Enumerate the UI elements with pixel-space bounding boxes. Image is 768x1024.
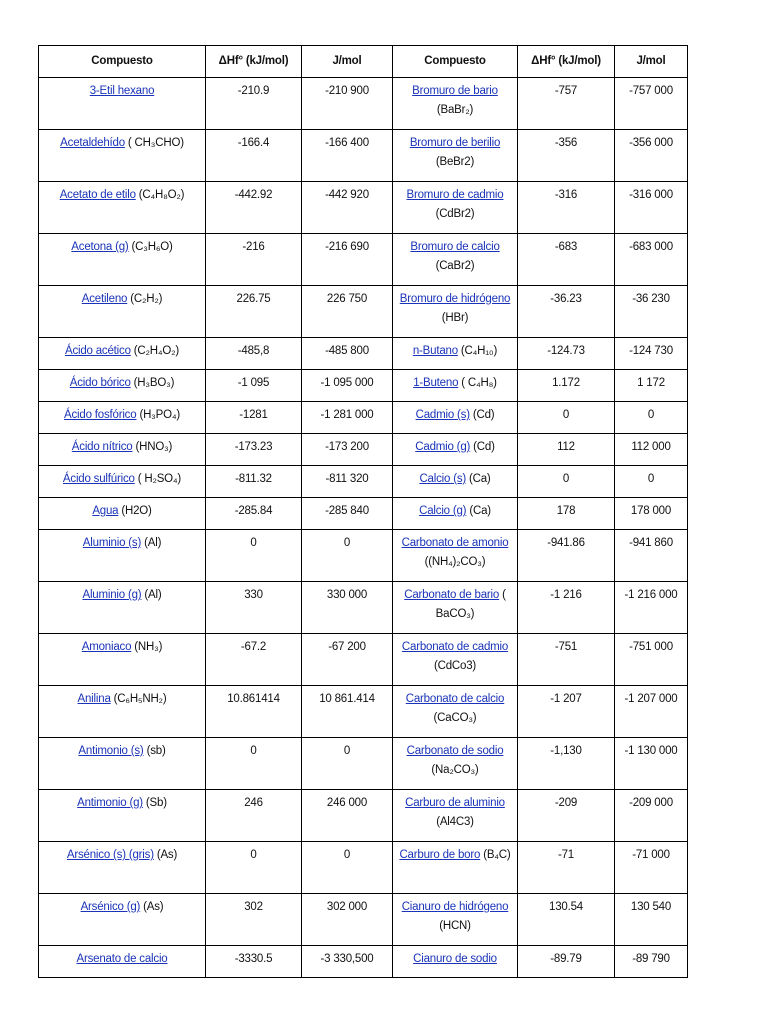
compound-formula: (sb) [146,745,166,757]
compound-cell-right [393,634,518,686]
compound-cell-left [39,790,206,842]
compound-cell-left [39,338,206,370]
compound-cell-left [39,234,206,286]
enthalpy-kj-right: 178 [518,498,615,530]
enthalpy-j-left: -173 200 [302,434,393,466]
compound-link[interactable]: Carbonato de bario [404,589,500,601]
compound-link[interactable]: Bromuro de hidrógeno [399,293,511,305]
table-row [39,582,688,634]
compound-formula: (Al) [144,589,162,601]
enthalpy-kj-left: 0 [206,530,302,582]
enthalpy-kj-left: -166.4 [206,130,302,182]
compound-cell-left [39,686,206,738]
enthalpy-j-right: -1 130 000 [615,738,688,790]
compound-cell-right [393,286,518,338]
compound-cell-right [393,338,518,370]
enthalpy-j-right: -757 000 [615,78,688,130]
enthalpy-j-right: 130 540 [615,894,688,946]
compound-cell-left [39,946,206,978]
compound-cell-right [393,894,518,946]
compound-cell-left [39,634,206,686]
header-compound-right: Compuesto [393,46,518,78]
compound-cell-right [393,434,518,466]
compound-link[interactable]: Cadmio (g) [415,441,471,453]
compound-link[interactable]: Cadmio (s) [415,409,470,421]
compound-link[interactable]: Cianuro de sodio [413,953,497,965]
enthalpy-j-left: -67 200 [302,634,393,686]
compound-cell-left [39,402,206,434]
enthalpy-j-right: 112 000 [615,434,688,466]
compound-link[interactable]: Carbonato de amonio [401,537,509,549]
enthalpy-kj-right: -751 [518,634,615,686]
enthalpy-j-right: 0 [615,466,688,498]
compound-formula: ( CH₃CHO) [127,137,184,149]
compound-cell-right [393,182,518,234]
enthalpy-kj-left: 10.861414 [206,686,302,738]
enthalpy-kj-right: 1.172 [518,370,615,402]
compound-cell-left [39,370,206,402]
compound-cell-right [393,738,518,790]
compound-formula: (BaBr₂) [436,104,474,116]
compound-link[interactable]: Ácido sulfúrico [62,473,135,485]
compound-formula: (HBr) [441,312,469,324]
header-jmol-left: J/mol [302,46,393,78]
enthalpy-j-right: 0 [615,402,688,434]
enthalpy-kj-left: -210.9 [206,78,302,130]
compound-link[interactable]: Aluminio (g) [82,589,142,601]
enthalpy-kj-right: 112 [518,434,615,466]
table-row [39,738,688,790]
compound-cell-right [393,790,518,842]
table-row [39,78,688,130]
table-row [39,498,688,530]
enthalpy-kj-left: -442.92 [206,182,302,234]
enthalpy-kj-right: 0 [518,466,615,498]
enthalpy-j-left: -216 690 [302,234,393,286]
enthalpy-j-right: -356 000 [615,130,688,182]
compound-formula: (BeBr2) [435,156,475,168]
enthalpy-j-left: -811 320 [302,466,393,498]
compound-formula: (C₄H₁₀) [460,345,498,357]
header-compound-left: Compuesto [39,46,206,78]
enthalpy-kj-right: -1 207 [518,686,615,738]
compound-formula: ( BaCO₃) [435,589,506,620]
enthalpy-kj-right: -1,130 [518,738,615,790]
compound-cell-left [39,498,206,530]
enthalpy-kj-left: -173.23 [206,434,302,466]
header-dh-right: ΔHf° (kJ/mol) [518,46,615,78]
compound-formula: (H2O) [121,505,152,517]
enthalpy-j-right: -36 230 [615,286,688,338]
compound-cell-right [393,78,518,130]
compound-formula: (Ca) [469,505,491,517]
compound-cell-left [39,466,206,498]
enthalpy-j-left: -442 920 [302,182,393,234]
compound-formula: (Al4C3) [436,816,474,828]
enthalpy-j-left: -3 330,500 [302,946,393,978]
compound-link[interactable]: Ácido fosfórico [64,409,137,421]
compound-formula: (C₄H₈O₂) [138,189,185,201]
compound-link[interactable]: Agua [92,505,119,517]
enthalpy-j-right: 178 000 [615,498,688,530]
enthalpy-j-left: 226 750 [302,286,393,338]
compound-cell-right [393,842,518,894]
enthalpy-kj-left: -3330.5 [206,946,302,978]
compound-cell-right [393,466,518,498]
enthalpy-kj-left: -1 095 [206,370,302,402]
compound-link[interactable]: Bromuro de bario [412,85,498,97]
compound-formula: (Sb) [145,797,167,809]
enthalpy-j-left: 0 [302,842,393,894]
table-row [39,130,688,182]
enthalpy-j-right: -1 207 000 [615,686,688,738]
enthalpy-j-left: 0 [302,738,393,790]
enthalpy-j-right: -941 860 [615,530,688,582]
compound-formula: (HCN) [439,920,471,932]
enthalpy-j-left: 330 000 [302,582,393,634]
compound-link[interactable]: Arsénico (s) (gris) [66,849,154,861]
compound-link[interactable]: Ácido nítrico [71,441,133,453]
enthalpy-kj-right: 0 [518,402,615,434]
compound-cell-left [39,842,206,894]
compound-link[interactable]: Bromuro de cadmio [406,189,504,201]
compound-formula: ( H₂SO₄) [137,473,182,485]
enthalpy-table [38,45,688,978]
enthalpy-kj-left: 226.75 [206,286,302,338]
enthalpy-kj-right: -683 [518,234,615,286]
enthalpy-kj-right: -124.73 [518,338,615,370]
enthalpy-j-right: -1 216 000 [615,582,688,634]
enthalpy-j-left: -1 281 000 [302,402,393,434]
enthalpy-kj-right: -757 [518,78,615,130]
compound-formula: (Na₂CO₃) [431,764,479,776]
table-body [39,78,688,978]
compound-cell-left [39,434,206,466]
compound-cell-right [393,498,518,530]
enthalpy-j-right: -124 730 [615,338,688,370]
enthalpy-j-left: -210 900 [302,78,393,130]
enthalpy-j-left: 10 861.414 [302,686,393,738]
compound-cell-left [39,286,206,338]
enthalpy-table-container [38,45,687,978]
compound-cell-right [393,402,518,434]
compound-cell-right [393,946,518,978]
compound-link[interactable]: Acetato de etilo [59,189,136,201]
compound-cell-left [39,582,206,634]
compound-cell-left [39,78,206,130]
compound-cell-left [39,182,206,234]
enthalpy-j-right: -71 000 [615,842,688,894]
compound-link[interactable]: Ácido acético [64,345,131,357]
compound-formula: (Al) [144,537,162,549]
enthalpy-j-left: 302 000 [302,894,393,946]
enthalpy-kj-right: -316 [518,182,615,234]
table-row [39,182,688,234]
enthalpy-j-right: -209 000 [615,790,688,842]
compound-formula: (C₃H₆O) [131,241,173,253]
compound-link[interactable]: Anilina [77,693,111,705]
compound-link[interactable]: Calcio (s) [419,473,466,485]
compound-cell-right [393,234,518,286]
compound-formula: (C₆H₅NH₂) [113,693,167,705]
enthalpy-kj-left: 246 [206,790,302,842]
compound-cell-left [39,130,206,182]
table-row [39,434,688,466]
table-row [39,234,688,286]
compound-cell-right [393,686,518,738]
compound-cell-left [39,894,206,946]
compound-cell-right [393,530,518,582]
compound-formula: (C₂H₄O₂) [133,345,180,357]
enthalpy-j-right: -316 000 [615,182,688,234]
compound-cell-right [393,582,518,634]
compound-link[interactable]: Bromuro de berilio [409,137,501,149]
compound-cell-left [39,738,206,790]
enthalpy-kj-right: -1 216 [518,582,615,634]
enthalpy-kj-left: 302 [206,894,302,946]
compound-link[interactable]: Calcio (g) [419,505,467,517]
enthalpy-j-left: 246 000 [302,790,393,842]
header-row [39,46,688,78]
compound-link[interactable]: Arsénico (g) [80,901,141,913]
compound-link[interactable]: Amoniaco [81,641,132,653]
table-row [39,530,688,582]
compound-link[interactable]: 3-Etil hexano [89,85,155,97]
compound-link[interactable]: Bromuro de calcio [410,241,500,253]
compound-link[interactable]: Antimonio (s) [78,745,144,757]
enthalpy-j-left: -285 840 [302,498,393,530]
compound-link[interactable]: Carburo de aluminio [405,797,505,809]
enthalpy-kj-right: -941.86 [518,530,615,582]
compound-formula: ( C₄H₈) [461,377,497,389]
compound-link[interactable]: Acetona (g) [71,241,129,253]
enthalpy-kj-left: 0 [206,842,302,894]
table-row [39,370,688,402]
compound-formula: (NH₃) [134,641,163,653]
enthalpy-j-left: 0 [302,530,393,582]
compound-link[interactable]: Ácido bórico [69,377,131,389]
enthalpy-j-right: -683 000 [615,234,688,286]
compound-formula: (CdCo3) [433,660,477,672]
table-row [39,790,688,842]
compound-link[interactable]: Acetileno [81,293,128,305]
enthalpy-j-right: -89 790 [615,946,688,978]
table-row [39,286,688,338]
compound-link[interactable]: Carbonato de calcio [405,693,505,705]
compound-link[interactable]: Acetaldehído [60,137,125,149]
compound-formula: (CaBr2) [435,260,475,272]
compound-formula: (H₃BO₃) [133,377,175,389]
table-row [39,686,688,738]
compound-cell-right [393,370,518,402]
compound-link[interactable]: Arsenato de calcio [76,953,168,965]
table-row [39,402,688,434]
compound-formula: (CaCO₃) [433,712,477,724]
compound-link[interactable]: Carbonato de cadmio [401,641,509,653]
enthalpy-kj-right: -71 [518,842,615,894]
compound-formula: ((NH₄)₂CO₃) [424,556,486,568]
enthalpy-kj-left: -285.84 [206,498,302,530]
enthalpy-kj-right: -36.23 [518,286,615,338]
enthalpy-kj-left: -216 [206,234,302,286]
compound-link[interactable]: Cianuro de hidrógeno [401,901,509,913]
enthalpy-kj-right: 130.54 [518,894,615,946]
header-dh-left: ΔHf° (kJ/mol) [206,46,302,78]
compound-link[interactable]: Carburo de boro [399,849,481,861]
compound-cell-left [39,530,206,582]
table-row [39,946,688,978]
enthalpy-j-left: -1 095 000 [302,370,393,402]
enthalpy-kj-left: -485,8 [206,338,302,370]
compound-formula: (Cd) [473,441,495,453]
enthalpy-kj-left: 330 [206,582,302,634]
enthalpy-j-left: -485 800 [302,338,393,370]
enthalpy-j-right: 1 172 [615,370,688,402]
compound-cell-right [393,130,518,182]
table-row [39,338,688,370]
table-row [39,466,688,498]
table-row [39,842,688,894]
compound-formula: (B₄C) [483,849,511,861]
compound-link[interactable]: Antimonio (g) [77,797,143,809]
enthalpy-kj-right: -89.79 [518,946,615,978]
enthalpy-kj-left: -67.2 [206,634,302,686]
enthalpy-kj-left: -811.32 [206,466,302,498]
compound-formula: (HNO₃) [135,441,173,453]
enthalpy-j-left: -166 400 [302,130,393,182]
enthalpy-kj-left: -1281 [206,402,302,434]
compound-link[interactable]: Aluminio (s) [82,537,142,549]
enthalpy-kj-right: -356 [518,130,615,182]
compound-link[interactable]: 1-Buteno [413,377,459,389]
compound-link[interactable]: n-Butano [412,345,458,357]
table-row [39,634,688,686]
enthalpy-kj-left: 0 [206,738,302,790]
compound-formula: (As) [143,901,164,913]
compound-formula: (As) [156,849,178,861]
table-row [39,894,688,946]
compound-formula: (CdBr2) [435,208,475,220]
compound-link[interactable]: Carbonato de sodio [406,745,504,757]
compound-formula: (Cd) [472,409,495,421]
compound-formula: (Ca) [469,473,491,485]
compound-formula: (C₂H₂) [130,293,163,305]
enthalpy-j-right: -751 000 [615,634,688,686]
enthalpy-kj-right: -209 [518,790,615,842]
header-jmol-right: J/mol [615,46,688,78]
compound-formula: (H₃PO₄) [139,409,180,421]
